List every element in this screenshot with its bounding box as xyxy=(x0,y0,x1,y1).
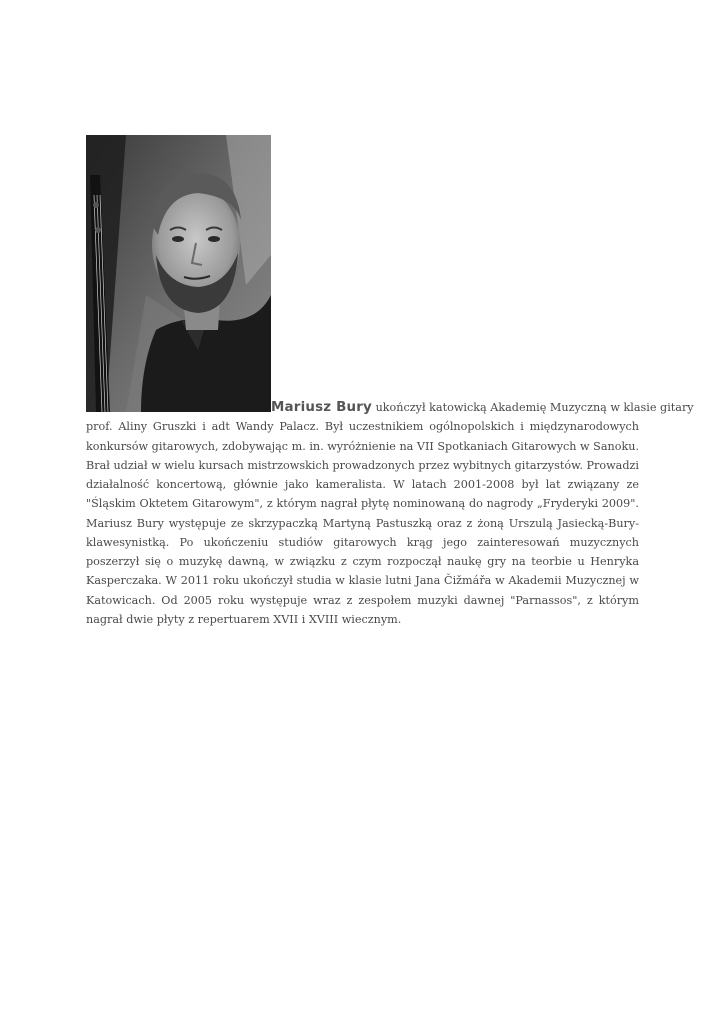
biography-text xyxy=(86,398,694,629)
portrait-image xyxy=(86,135,271,412)
artist-name: Mariusz Bury xyxy=(271,400,372,415)
bio-intro: ukończył katowicką Akademię Muzyczną w klasie gitary xyxy=(375,401,694,414)
portrait-photo xyxy=(86,135,271,412)
bio-body: prof. Aliny Gruszki i adt Wandy Palacz. Był uczestnikiem ogólnopolskich i międzynarodowych konkursów gitarowych, zdobywając m. in. wyróżnienie na VII Spotkaniach Gitarowych w Sanoku. Brał udział w wielu kursach mistrzowskich prowadzonych przez wybitnych gitarzystów. Prowadzi działalność koncertową, głównie jako kameralista. W latach 2001-2008 był lat związany ze "Śląskim Oktetem Gitarowym", z którym nagrał płytę nominowaną do nagrody „Fryderyki 2009". Mariusz Bury występuje ze skrzypaczką Martyną Pastuszką oraz z żoną Urszulą Jasiecką-Bury- klawesynistką. Po ukończeniu studiów gitarowych krąg jego zainteresowań muzycznych poszerzył się o muzykę dawną, w związku z czym rozpoczął naukę gry na teorbie u Henryka Kasperczaka. W 2011 roku ukończył studia w klasie lutni Jana Čižmářa w Akademii Muzycznej w Katowicach. Od 2005 roku występuje wraz z zespołem muzyki dawnej "Parnassos", z którym nagrał dwie płyty z repertuarem XVII i XVIII wiecznym. xyxy=(86,420,639,626)
bio-first-line xyxy=(86,398,694,417)
